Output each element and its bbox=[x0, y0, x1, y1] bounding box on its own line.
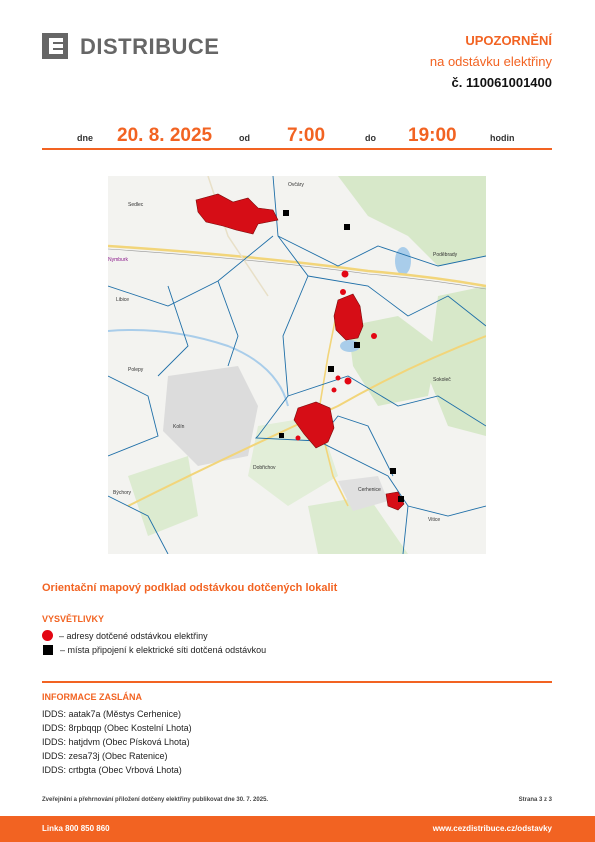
map-label: Poděbrady bbox=[433, 252, 458, 258]
map-label: Sokoleč bbox=[433, 377, 451, 383]
map-label: Dobřichov bbox=[253, 465, 276, 471]
info-line: IDDS: aatak7a (Městys Cerhenice) bbox=[42, 709, 182, 719]
brand-name: DISTRIBUCE bbox=[80, 34, 220, 59]
map-label: Kolín bbox=[173, 424, 185, 430]
info-line: IDDS: 8rpbqqp (Obec Kostelní Lhota) bbox=[42, 723, 192, 733]
publication-note: Zveřejnění a přehrnování přiložení dotčeny elektřiny publikovat dne 30. 7. 2025. bbox=[42, 797, 269, 803]
hotline[interactable]: Linka 800 850 860 bbox=[42, 824, 110, 833]
map-label: Býchory bbox=[113, 490, 132, 496]
legend-title: VYSVĚTLIVKY bbox=[42, 614, 105, 624]
map-label: Ovčáry bbox=[288, 182, 304, 188]
cez-logo-icon bbox=[42, 33, 68, 59]
legend-affected-addresses bbox=[42, 630, 208, 641]
map-label: Nymburk bbox=[108, 257, 129, 263]
legend-connection-label: – místa připojení k elektrické síti dotčená odstávkou bbox=[60, 645, 267, 655]
outage-map bbox=[108, 176, 486, 554]
map-label: Vitice bbox=[428, 517, 441, 523]
legend-connection-points bbox=[42, 645, 266, 655]
info-line: IDDS: zesa73j (Obec Ratenice) bbox=[42, 751, 168, 761]
to-time: 19:00 bbox=[408, 125, 457, 146]
from-time: 7:00 bbox=[287, 125, 326, 146]
info-title: INFORMACE ZASLÁNA bbox=[42, 692, 142, 702]
from-label: od bbox=[239, 133, 250, 143]
divider-line bbox=[42, 681, 552, 683]
notice-subtitle: na odstávku elektřiny bbox=[429, 54, 552, 69]
footer-bar bbox=[0, 816, 595, 842]
divider-line bbox=[42, 148, 552, 150]
hours-label: hodin bbox=[490, 133, 515, 143]
red-dot-icon bbox=[42, 630, 53, 641]
outage-date: 20. 8. 2025 bbox=[117, 125, 213, 146]
map-caption: Orientační mapový podklad odstávkou dotčených lokalit bbox=[42, 582, 338, 594]
notice-title: UPOZORNĚNÍ bbox=[465, 33, 552, 48]
website-link[interactable]: www.cezdistribuce.cz/odstavky bbox=[432, 824, 552, 833]
day-label: dne bbox=[77, 133, 94, 143]
info-line: IDDS: crtbgta (Obec Vrbová Lhota) bbox=[42, 765, 182, 775]
black-square-icon bbox=[43, 645, 53, 655]
to-label: do bbox=[365, 133, 376, 143]
info-line: IDDS: hatjdvm (Obec Písková Lhota) bbox=[42, 737, 190, 747]
map-label: Cerhenice bbox=[358, 487, 381, 493]
legend-affected-label: – adresy dotčené odstávkou elektřiny bbox=[59, 630, 208, 641]
map-label: Sedlec bbox=[128, 202, 144, 208]
notice-number: č. 110061001400 bbox=[451, 75, 552, 90]
map-label: Libice bbox=[116, 297, 130, 303]
page-number: Strana 3 z 3 bbox=[518, 797, 552, 803]
map-drawing bbox=[108, 176, 486, 554]
map-label: Polepy bbox=[128, 367, 144, 373]
